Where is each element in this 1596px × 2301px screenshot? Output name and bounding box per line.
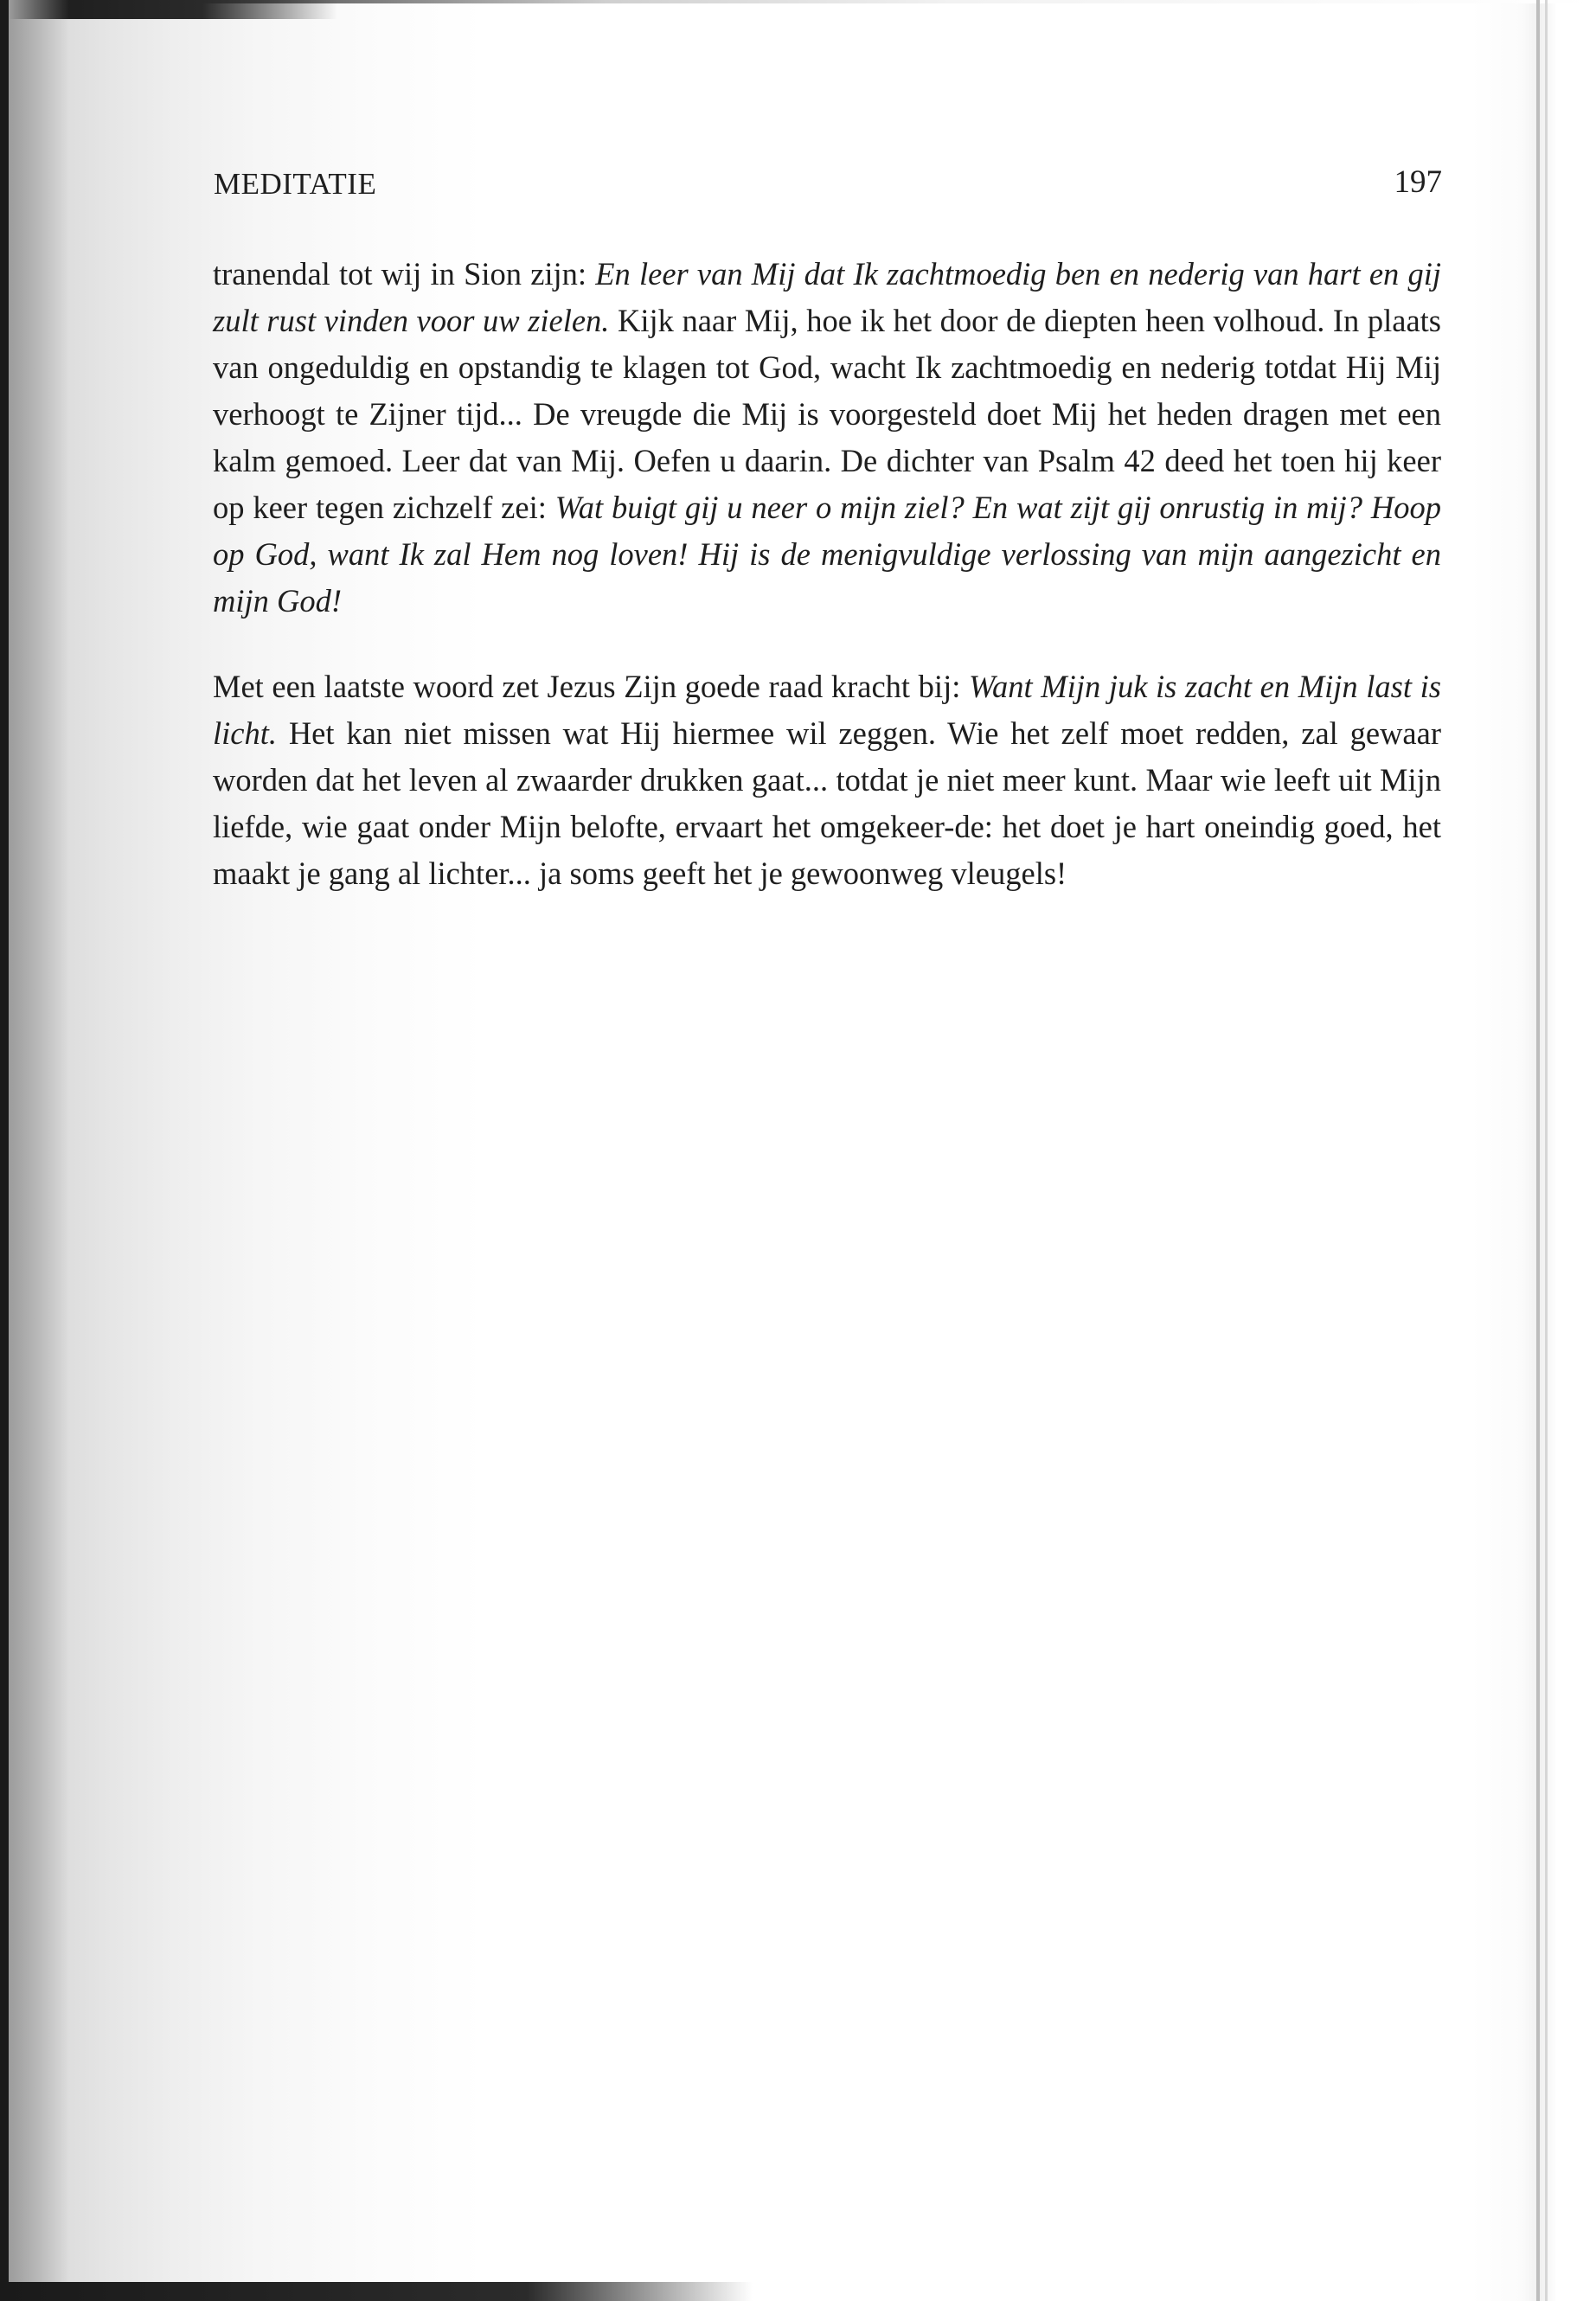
gutter-shadow [9,0,69,2301]
body-text [213,251,1441,897]
running-head [214,164,1442,210]
running-title: MEDITATIE [214,167,377,201]
paragraph-1 [213,251,1441,625]
text-segment: Met een laatste woord zet Jezus Zijn goede raad kracht bij: [213,669,969,704]
scripture-quote: Want Mijn juk is zacht en Mijn last is licht. [213,669,1441,751]
page-right-edge [1536,0,1540,2301]
text-segment: Het kan niet missen wat Hij hiermee wil zeggen. Wie het zelf moet redden, zal gewaar worden dat het leven al zwaarder drukken gaat... totdat je niet meer kunt. Maar wie leeft uit Mijn liefde, wie gaat onder Mijn belofte, ervaart het omgekeer-de: het doet je hart oneindig goed, het maakt je gang al lichter... ja soms geeft het je gewoonweg vleugels! [213,715,1441,891]
scan-bottom-edge [0,2282,753,2301]
scripture-quote: Wat buigt gij u neer o mijn ziel? En wat zijt gij onrustig in mij? Hoop op God, want Ik zal Hem nog loven! Hij is de menigvuldige verlossing van mijn aangezicht en mijn God! [213,490,1441,619]
text-segment: tranendal tot wij in Sion zijn: [213,256,596,292]
page-right-edge-inner [1545,0,1548,2301]
text-segment: Kijk naar Mij, hoe ik het door de diepten heen volhoud. In plaats van ongeduldig en opstandig te klagen tot God, wacht Ik zachtmoedig en nederig totdat Hij Mij verhoogt te Zijner tijd... De vreugde die Mij is voorgesteld doet Mij het heden dragen met een kalm gemoed. Leer dat van Mij. Oefen u daarin. De dichter van Psalm 42 deed het toen hij keer op keer tegen zichzelf zei: [213,303,1441,525]
page-number: 197 [1394,164,1442,200]
paragraph-2 [213,663,1441,897]
scan-left-edge [0,0,9,2301]
scripture-quote: En leer van Mij dat Ik zachtmoedig ben en nederig van hart en gij zult rust vinden voor uw zielen. [213,256,1441,338]
